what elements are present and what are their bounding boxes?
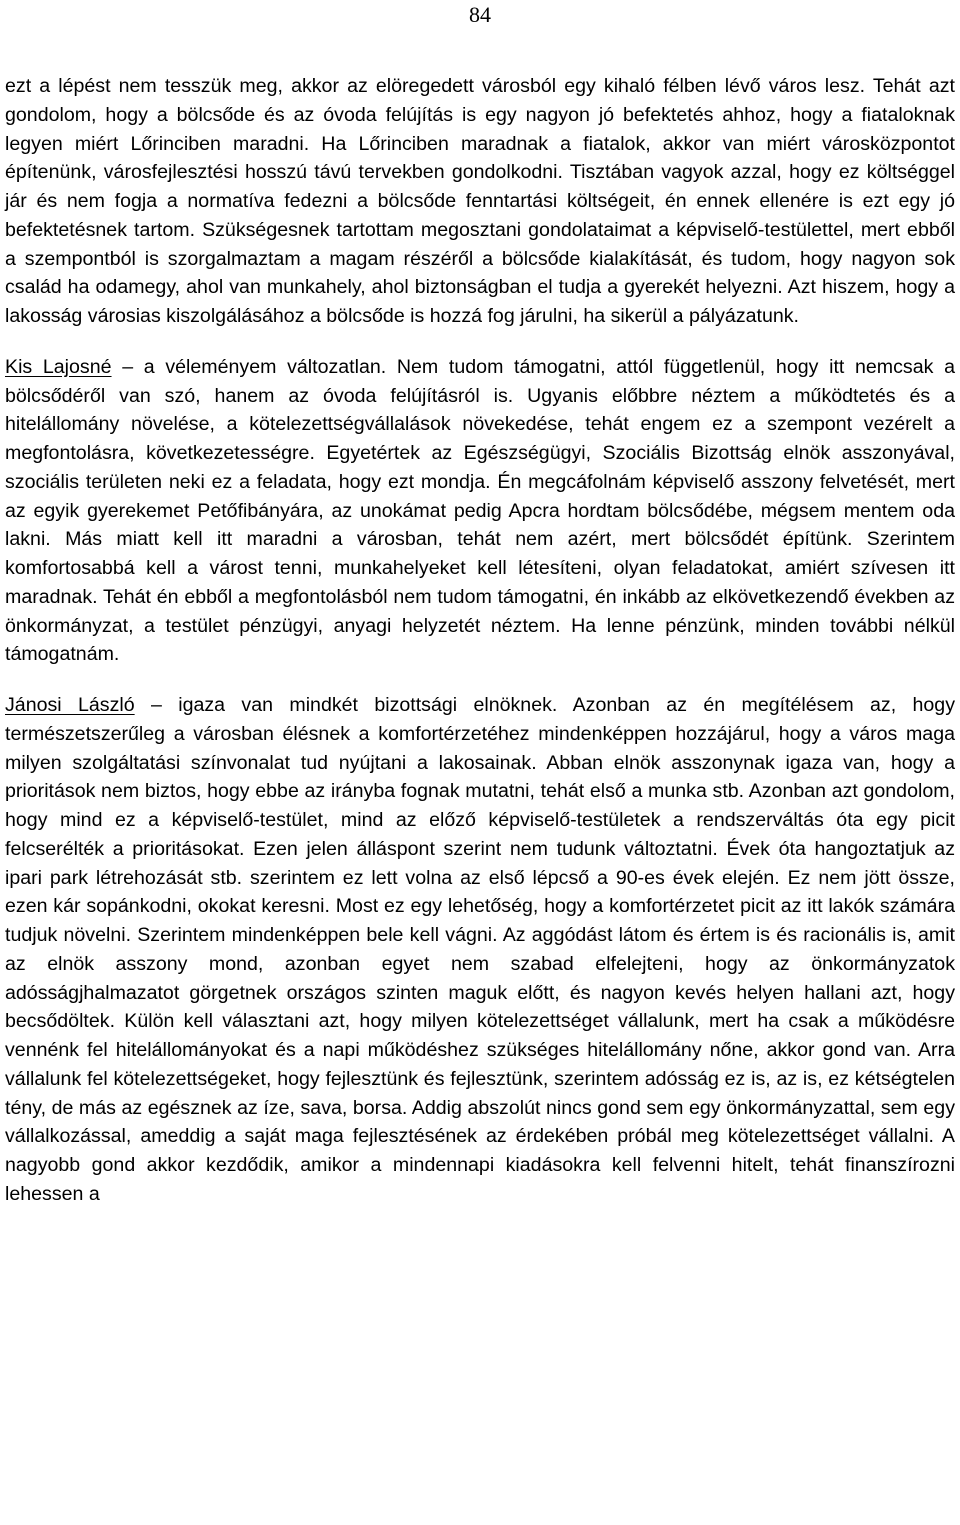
paragraph-janosi-laszlo <box>5 691 955 1209</box>
page-number: 84 <box>469 2 491 27</box>
document-body <box>5 72 955 1209</box>
paragraph-kis-lajosne <box>5 353 955 669</box>
paragraph-text: – a véleményem változatlan. Nem tudom támogatni, attól függetlenül, hogy itt nemcsak a bölcsődéről van szó, hanem az óvoda felújításról is. Ugyanis előbbre néztem a működtetés és a hitelállomány növelése, a kötelezettségvállalások növekedése, tehát engem ez a szempont vezérelt a megfontolásra, következetességre. Egyetértek az Egészségügyi, Szociális Bizottság elnök asszonyával, szociális területen neki ez a feladata, hogy ezt mondja. Én megcáfolnám képviselő asszony felvetését, mert az egyik gyerekemet Petőfibányára, az unokámat pedig Apcra hordtam bölcsődébe, mégsem mentem oda lakni. Más miatt kell itt maradni a városban, tehát nem azért, mert bölcsődét építünk. Szerintem komfortosabbá kell a várost tenni, munkahelyeket kell létesíteni, olyan feladatokat, amiért szívesen itt maradnak. Tehát én ebből a megfontolásból nem tudom támogatni, én inkább az elkövetkezendő években az önkormányzat, a testület pénzügyi, anyagi helyzetét néztem. Ha lenne pénzünk, minden további nélkül támogatnám. <box>5 355 955 666</box>
paragraph-text: ezt a lépést nem tesszük meg, akkor az elöregedett városból egy kihaló félben lévő város lesz. Tehát azt gondolom, hogy a bölcsőde és az óvoda felújítás is egy nagyon jó befektetés ahhoz, hogy a fiataloknak legyen miért Lőrinciben maradni. Ha Lőrinciben maradnak a fiatalok, akkor van miért városközpontot építenünk, városfejlesztési hosszú távú tervekben gondolkodni. Tisztában vagyok azzal, hogy ez költséggel jár és nem fogja a normatíva fedezni a bölcsőde fenntartási költségeit, én ennek ellenére is ezt egy jó befektetésnek tartom. Szükségesnek tartottam megosztani gondolataimat a képviselő-testülettel, mert ebből a szempontból is szorgalmaztam a magam részéről a bölcsőde kialakítását, és tudom, hogy nagyon sok család ha odamegy, ahol van munkahely, ahol biztonságban el tudja a gyerekét helyezni. Azt hiszem, hogy a lakosság városias kiszolgálásához a bölcsőde is hozzá fog járulni, ha sikerül a pályázatunk. <box>5 75 955 327</box>
speaker-name: Jánosi László <box>5 694 135 716</box>
speaker-name: Kis Lajosné <box>5 355 112 378</box>
paragraph-intro <box>5 72 955 331</box>
paragraph-text: – igaza van mindkét bizottsági elnöknek. Azonban az én megítélésem az, hogy természetszerűleg a városban élésnek a komfortérzetéhez mindenképpen hozzájárul, hogy a város maga milyen szolgáltatási színvonalat tud nyújtani a lakosainak. Abban elnök asszonynak igaza van, hogy a prioritások nem biztos, hogy ebbe az irányba fognak mutatni, tehát első a munka stb. Azonban azt gondolom, hogy mind ez a képviselő-testület, mind az előző képviselő-testületek a rendszerváltás óta egy picit felcserélték a prioritásokat. Ezen jelen álláspont szerint nem tudunk változtatni. Évek óta hangoztatjuk az ipari park létrehozását stb. szerintem ez lett volna az első lépcső a 90-es évek elején. Ez nem jött össze, ezen kár sopánkodni, okokat keresni. Most ez egy lehetőség, hogy a komfortérzetet picit az itt lakók számára tudjuk növelni. Szerintem mindenképpen bele kell vágni. Az aggódást látom és értem is és racionális is, amit az elnök asszony mond, azonban egyet nem szabad elfelejteni, hogy az önkormányzatok adósságjhalmazatot görgetnek országos szinten maguk előtt, és nagyon kevés helyen hallani azt, hogy becsődöltek. Külön kell választani azt, hogy milyen kötelezettséget vállalunk, mert ha csak a működésre vennénk fel hitelállományokat és a napi működéshez szükséges hitelállomány nőne, akkor gond van. Arra vállalunk fel kötelezettségeket, hogy fejlesztünk és fejlesztünk, szerintem adósság ez is, az is, ez kétségtelen tény, de más az egésznek az íze, sava, borsa. Addig abszolút nincs gond sem egy önkormányzattal, sem egy vállalkozással, ameddig a saját maga fejlesztésének az érdekében próbál meg kötelezettséget vállalni. A nagyobb gond akkor kezdődik, amikor a mindennapi kiadásokra kell felvenni hitelt, tehát finanszírozni lehessen a <box>5 694 955 1205</box>
